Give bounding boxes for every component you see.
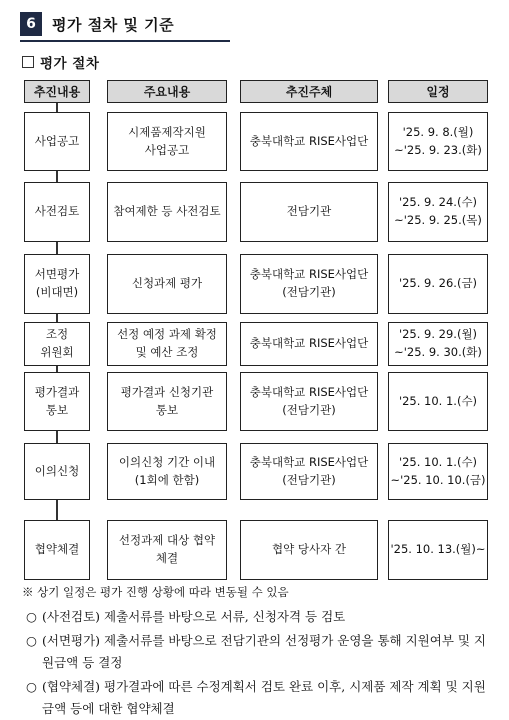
table-row-content: 선정과제 대상 협약 체결 <box>107 520 227 580</box>
note-text: (서면평가) 제출서류를 바탕으로 전담기관의 선정평가 운영을 통해 지원여부 및 지원금액 등 결정 <box>42 632 486 670</box>
header-schedule: 일정 <box>388 80 488 103</box>
circle-bullet-icon: ○ <box>26 678 37 694</box>
flow-connector <box>56 242 58 254</box>
table-row-schedule: '25. 10. 1.(수) ~'25. 10. 10.(금) <box>388 443 488 500</box>
header-step: 추진내용 <box>24 80 90 103</box>
table-row-step: 사업공고 <box>24 112 90 171</box>
schedule-note: ※ 상기 일정은 평가 진행 상황에 따라 변동될 수 있음 <box>22 585 289 599</box>
table-row-agent: 충북대학교 RISE사업단 (전담기관) <box>240 254 378 314</box>
list-item <box>22 630 492 674</box>
header-agent: 추진주체 <box>240 80 378 103</box>
table-row-content: 평가결과 신청기관 통보 <box>107 372 227 431</box>
table-row-agent: 전담기관 <box>240 182 378 242</box>
table-row-agent: 충북대학교 RISE사업단 (전담기관) <box>240 372 378 431</box>
section-number: 6 <box>20 12 42 36</box>
table-row-content: 참여제한 등 사전검토 <box>107 182 227 242</box>
note-text: (협약체결) 평가결과에 따른 수정계획서 검토 완료 이후, 시제품 제작 계획 및 지원금액 등에 대한 협약체결 <box>42 678 486 716</box>
table-row-step: 사전검토 <box>24 182 90 242</box>
table-row-schedule: '25. 9. 26.(금) <box>388 254 488 314</box>
table-row-agent: 충북대학교 RISE사업단 <box>240 322 378 366</box>
table-row-step: 서면평가 (비대면) <box>24 254 90 314</box>
circle-bullet-icon: ○ <box>26 609 37 624</box>
flow-connector <box>56 431 58 443</box>
table-row-schedule: '25. 10. 13.(월)~ <box>388 520 488 580</box>
list-item <box>22 606 492 628</box>
note-text: (사전검토) 제출서류를 바탕으로 서류, 신청자격 등 검토 <box>42 609 346 624</box>
circle-bullet-icon: ○ <box>26 632 37 648</box>
table-row-schedule: '25. 10. 1.(수) <box>388 372 488 431</box>
table-row-step: 조정 위원회 <box>24 322 90 366</box>
subsection-title: 평가 절차 <box>40 56 100 72</box>
notes-section <box>22 584 492 720</box>
table-row-content: 시제품제작지원 사업공고 <box>107 112 227 171</box>
list-item <box>22 676 492 720</box>
table-row-agent: 충북대학교 RISE사업단 (전담기관) <box>240 443 378 500</box>
table-row-step: 평가결과 통보 <box>24 372 90 431</box>
table-row-agent: 협약 당사자 간 <box>240 520 378 580</box>
header-content: 주요내용 <box>107 80 227 103</box>
table-row-schedule: '25. 9. 8.(월) ~'25. 9. 23.(화) <box>388 112 488 171</box>
flow-connector <box>56 171 58 182</box>
table-row-schedule: '25. 9. 29.(월) ~'25. 9. 30.(화) <box>388 322 488 366</box>
table-row-content: 신청과제 평가 <box>107 254 227 314</box>
table-row-step: 협약체결 <box>24 520 90 580</box>
table-row-step: 이의신청 <box>24 443 90 500</box>
section-title: 평가 절차 및 기준 <box>52 16 175 34</box>
flow-connector <box>56 103 58 112</box>
table-row-schedule: '25. 9. 24.(수) ~'25. 9. 25.(목) <box>388 182 488 242</box>
table-row-content: 선정 예정 과제 확정 및 예산 조정 <box>107 322 227 366</box>
table-row-content: 이의신청 기간 이내 (1회에 한함) <box>107 443 227 500</box>
flow-connector <box>56 314 58 322</box>
flow-connector <box>56 500 58 520</box>
table-row-agent: 충북대학교 RISE사업단 <box>240 112 378 171</box>
